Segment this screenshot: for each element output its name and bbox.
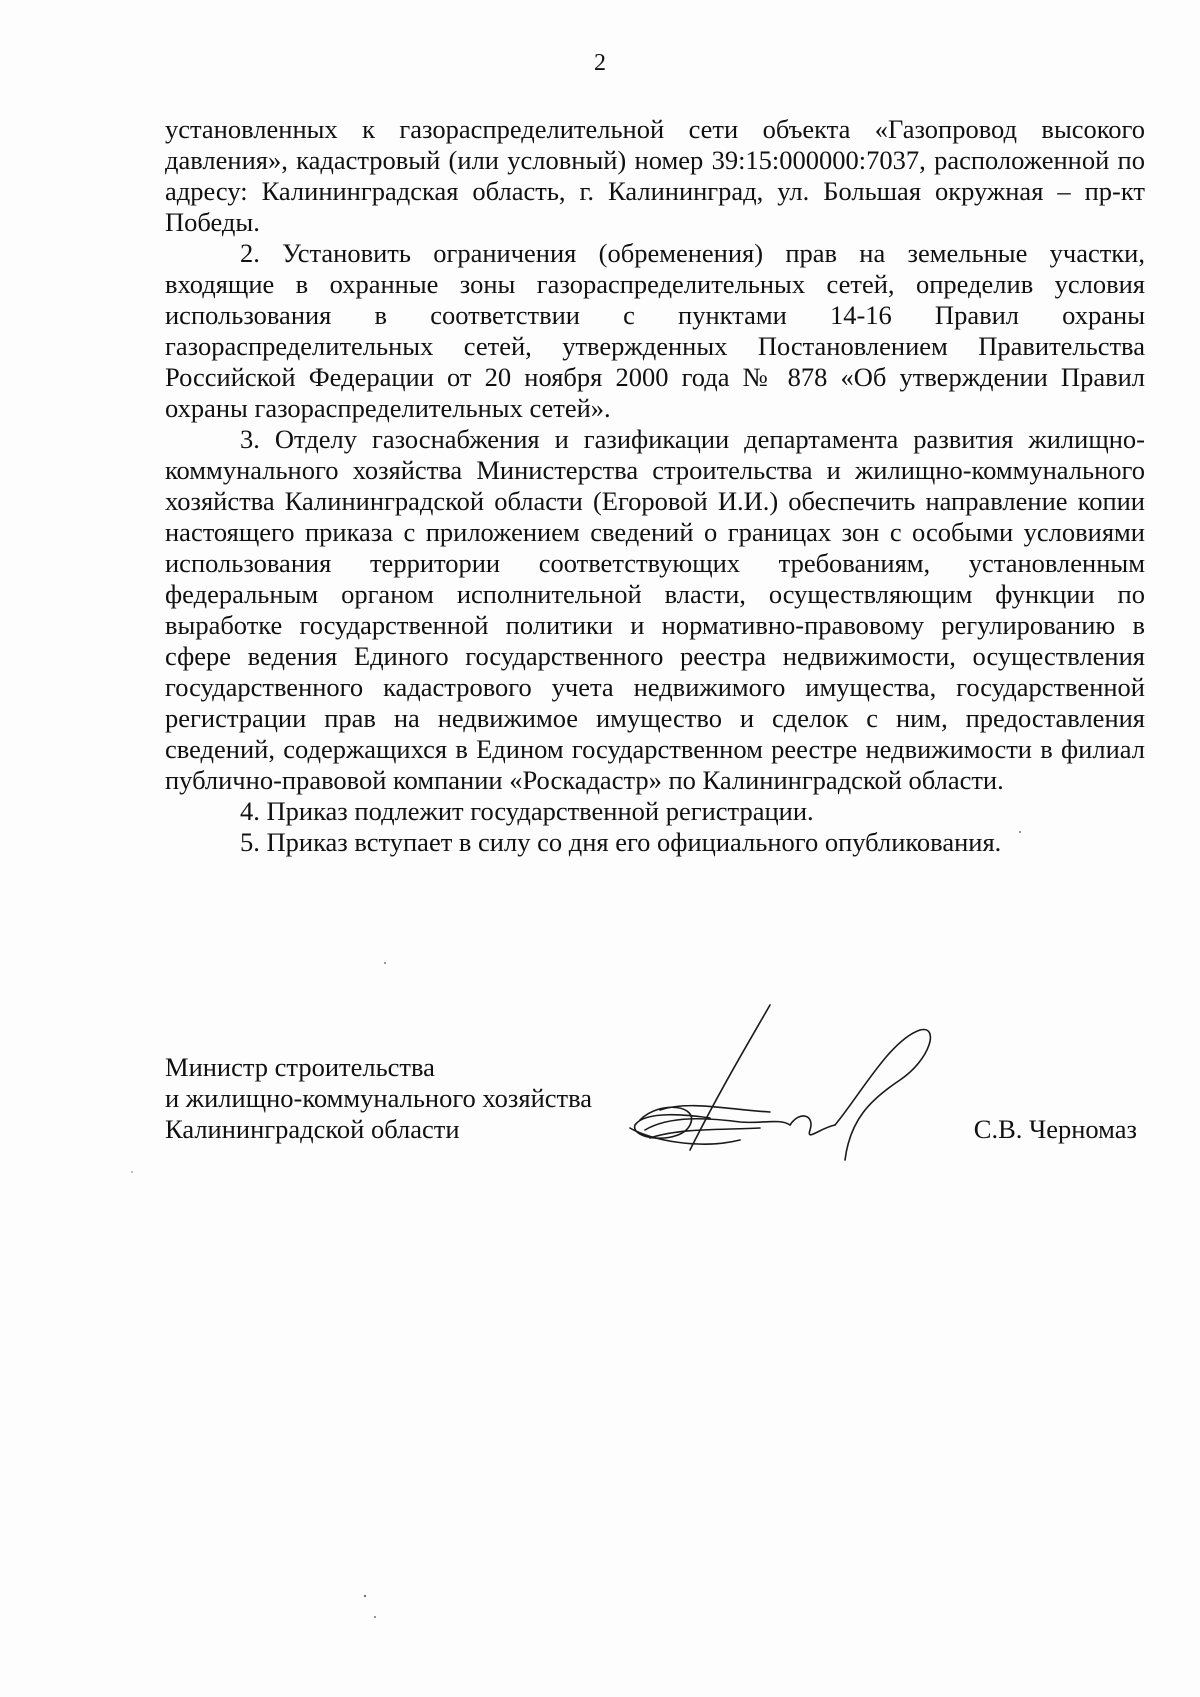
signatory-title-line-3: Калининградской области — [165, 1114, 460, 1144]
paragraph-continuation: установленных к газораспределительной сети объекта «Газопровод высокого давления», кадастровый (или условный) номер 39:15:000000:7037, расположенной по адресу: Калининградская область, г. Калининград, ул. Большая окружная – пр-кт Победы. — [165, 114, 1145, 237]
document-body — [165, 114, 1145, 858]
paragraph-item-2: 2. Установить ограничения (обременения) прав на земельные участки, входящие в охранные зоны газораспределительных сетей, определив условия использования в соответствии с пунктами 14-16 Правил охраны газораспределительных сетей, утвержденных Постановлением Правительства Российской Федерации от 20 ноября 2000 года № 878 «Об утверждении Правил охраны газораспределительных сетей». — [165, 238, 1145, 423]
signatory-title-line-1: Министр строительства — [165, 1052, 435, 1082]
handwritten-signature — [620, 1000, 940, 1180]
page-number: 2 — [594, 50, 606, 76]
paragraph-item-3: 3. Отделу газоснабжения и газификации департамента развития жилищно-коммунального хозяйства Министерства строительства и жилищно-коммунального хозяйства Калининградской области (Егоровой И.И.) обеспечить направление копии настоящего приказа с приложением сведений о границах зон с особыми условиями использования территории соответствующих требованиям, установленным федеральным органом исполнительной власти, осуществляющим функции по выработке государственной политики и нормативно-правовому регулированию в сфере ведения Единого государственного реестра недвижимости, осуществления государственного кадастрового учета недвижимого имущества, государственной регистрации прав на недвижимое имущество и сделок с ним, предоставления сведений, содержащихся в Едином государственном реестре недвижимости в филиал публично-правовой компании «Роскадастр» по Калининградской области. — [165, 424, 1145, 795]
signatory-name: С.В. Черномаз — [973, 1114, 1137, 1144]
paragraph-item-5: 5. Приказ вступает в силу со дня его официального опубликования. — [240, 827, 1002, 857]
signatory-title-line-2: и жилищно-коммунального хозяйства — [165, 1083, 593, 1113]
paragraph-item-4: 4. Приказ подлежит государственной регистрации. — [240, 796, 814, 826]
